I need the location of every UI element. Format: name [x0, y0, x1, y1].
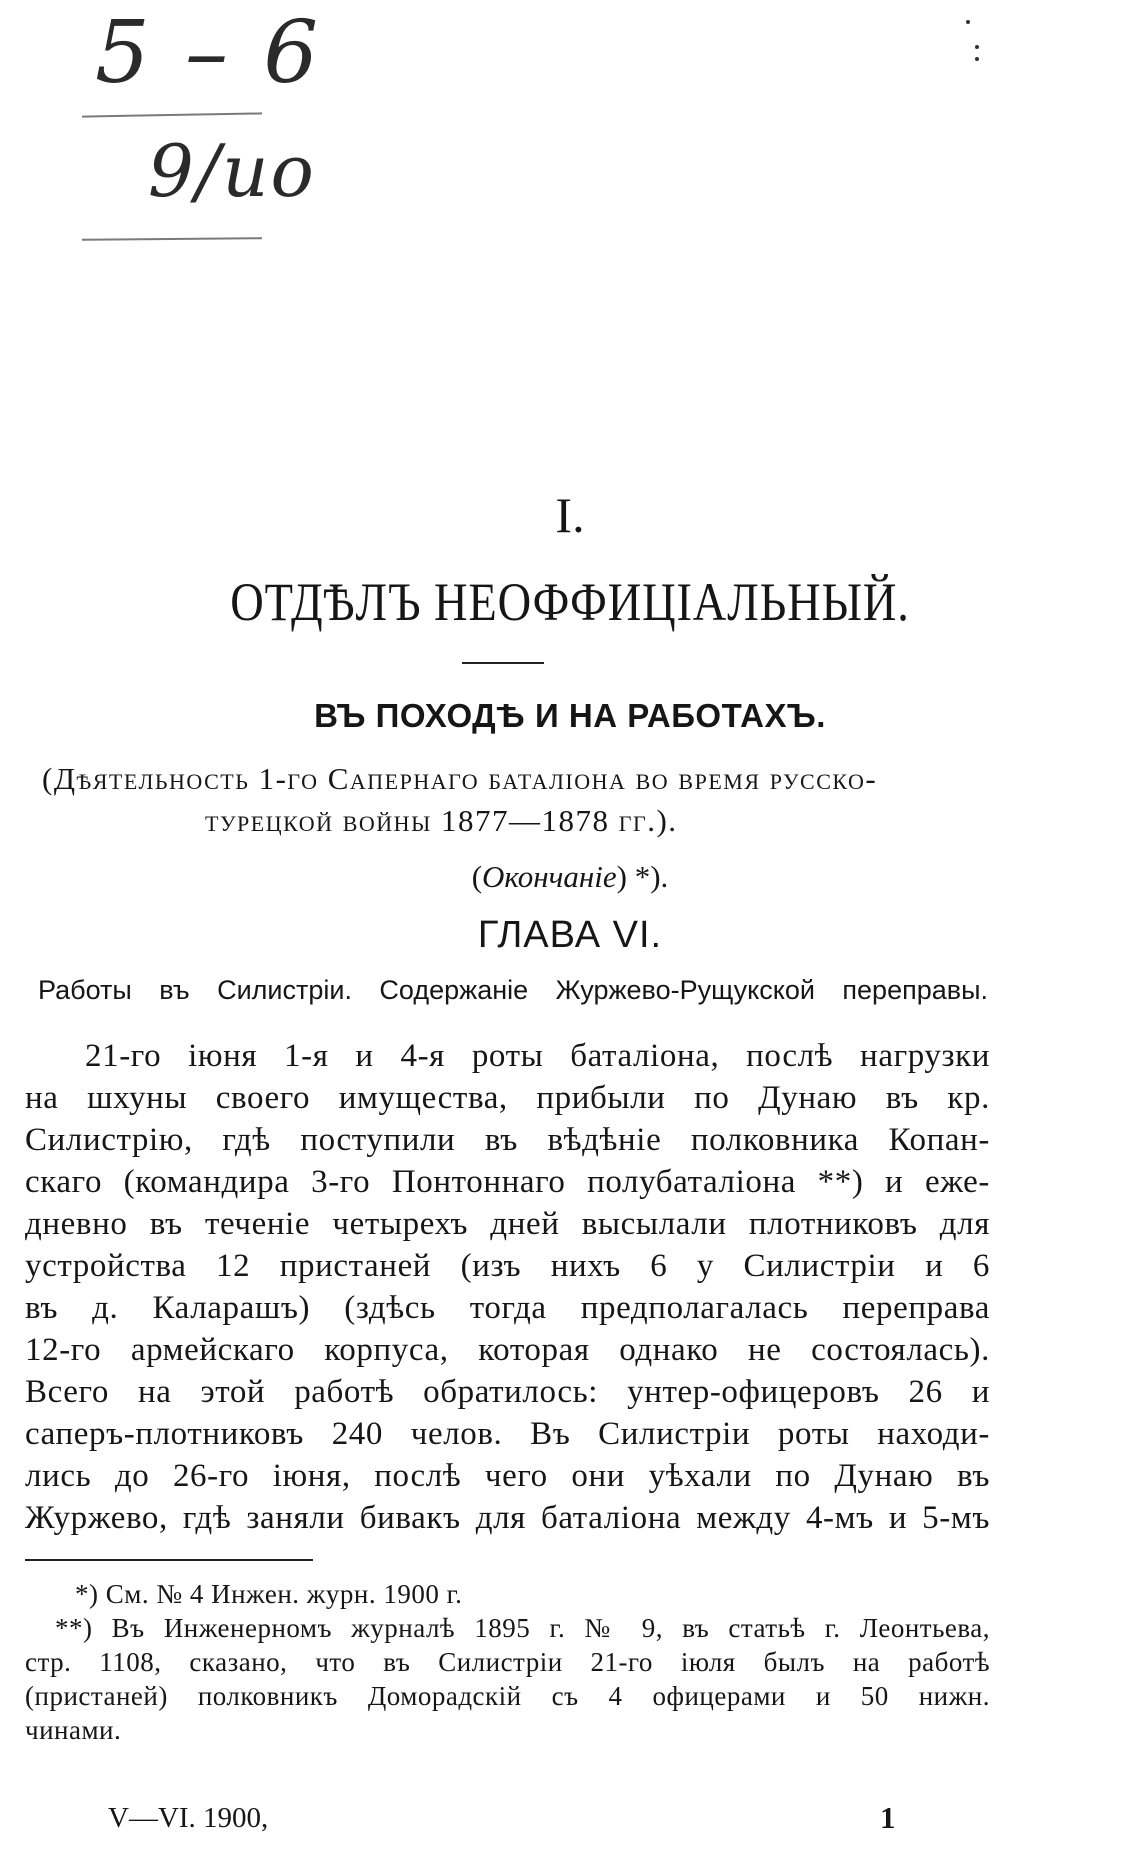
body-line: Журжево, гдѣ заняли бивакъ для баталіона между 4-мъ и 5-мъ — [25, 1500, 990, 1536]
pencil-underline-1 — [82, 112, 262, 117]
handwritten-number: 9/ио — [148, 129, 316, 213]
continuation-close: ) *). — [616, 859, 669, 894]
body-line: на шхуны своего имущества, прибыли по Дунаю въ кр. — [25, 1080, 990, 1116]
issue-signature: V—VI. 1900, — [108, 1802, 269, 1834]
body-line: устройства 12 пристаней (изъ нихъ 6 у Силистріи и 6 — [25, 1248, 990, 1284]
footnote-2-line-1: **) Въ Инженерномъ журналѣ 1895 г. № 9, въ статьѣ г. Леонтьева, — [55, 1613, 990, 1643]
title-divider — [462, 662, 544, 664]
body-line: 12-го армейскаго корпуса, которая однако не состоялась). — [25, 1332, 990, 1368]
section-numeral: I. — [555, 487, 585, 543]
body-line: въ д. Каларашъ) (здѣсь тогда предполагалась переправа — [25, 1290, 990, 1326]
body-line: дневно въ теченіе четырехъ дней высылали плотниковъ для — [25, 1206, 990, 1242]
body-line: Силистрію, гдѣ поступили въ вѣдѣніе полковника Копан- — [25, 1122, 990, 1158]
department-title: ОТДѢЛЪ НЕОФФИЦІАЛЬНЫЙ. — [230, 572, 910, 632]
body-line: саперъ-плотниковъ 240 челов. Въ Силистріи роты находи- — [25, 1416, 990, 1452]
margin-marks — [960, 18, 990, 68]
body-line: лись до 26-го іюня, послѣ чего они уѣхали по Дунаю въ — [25, 1458, 990, 1494]
article-subtitle-line-2: турецкой войны 1877—1878 гг.). — [205, 803, 678, 838]
body-line: скаго (командира 3-го Понтоннаго полубаталіона **) и еже- — [25, 1164, 990, 1200]
pencil-underline-2 — [82, 237, 262, 241]
handwritten-shelf-mark: 5 – 6 — [95, 3, 323, 103]
article-subtitle-line-1: (Дѣятельность 1-го Сапернаго баталіона во время русско- — [42, 761, 878, 796]
chapter-summary: Работы въ Силистріи. Содержаніе Журжево-Рущукской переправы. — [38, 975, 988, 1005]
footnote-2-line-2: стр. 1108, сказано, что въ Силистріи 21-го іюля былъ на работѣ — [25, 1647, 990, 1677]
footnote-2-line-4: чинами. — [25, 1715, 122, 1745]
body-line: 21-го іюня 1-я и 4-я роты баталіона, послѣ нагрузки — [85, 1038, 990, 1074]
chapter-title: ГЛАВА VI. — [477, 914, 663, 956]
body-line: Всего на этой работѣ обратилось: унтер-офицеровъ 26 и — [25, 1374, 990, 1410]
article-title: ВЪ ПОХОДѢ И НА РАБОТАХЪ. — [314, 697, 826, 734]
page-number: 1 — [880, 1800, 896, 1835]
footnote-2-line-3: (пристаней) полковникъ Доморадскій съ 4 офицерами и 50 нижн. — [25, 1681, 990, 1711]
footnote-1: *) См. № 4 Инжен. журн. 1900 г. — [75, 1579, 463, 1609]
footnote-divider — [25, 1559, 313, 1561]
continuation-label: Окончаніе — [482, 859, 617, 894]
continuation-open: ( — [471, 859, 483, 894]
article-continuation-note — [0, 858, 1140, 896]
